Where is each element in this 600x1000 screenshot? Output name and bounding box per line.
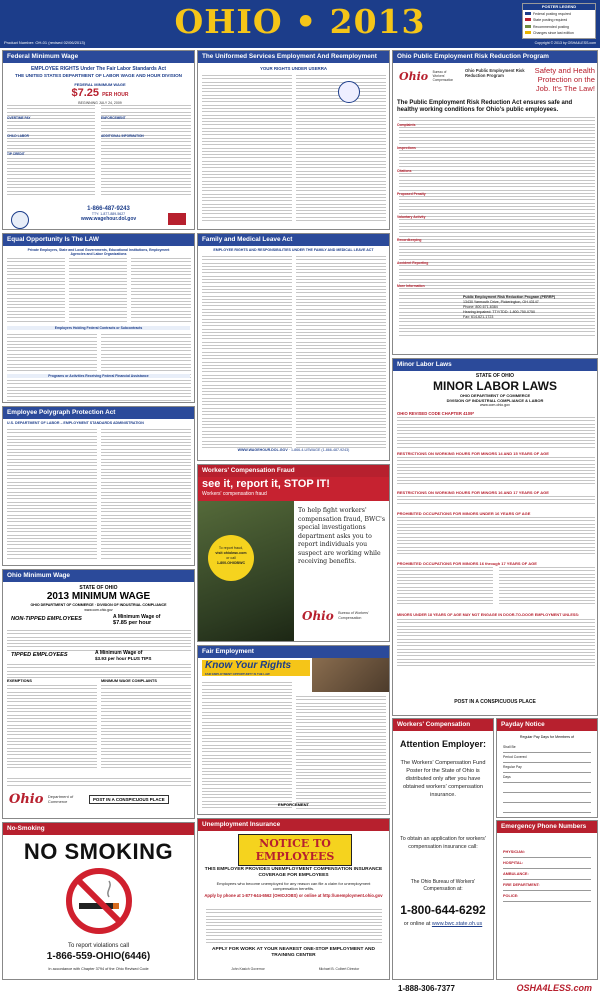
omw-heading: 2013 MINIMUM WAGE [46,591,151,602]
emergency-list [503,847,591,902]
wc-notice-panel [392,718,494,980]
omw-dept: OHIO DEPARTMENT OF COMMERCE · DIVISION OF INDUSTRIAL COMPLIANCE [30,603,167,607]
omw-post: POST IN A CONSPICUOUS PLACE [89,795,169,804]
non-tipped-label: NON-TIPPED EMPLOYEES [11,616,82,622]
panel-title: The Uniformed Services Employment And Reemployment Rights Act [198,51,389,63]
flsa-agency: THE UNITED STATES DEPARTMENT OF LABOR WAGE AND HOUR DIVISION [15,73,182,78]
omw-state: STATE OF OHIO [79,585,118,591]
minor-section: RESTRICTIONS ON WORKING HOURS FOR MINORS 14 AND 15 YEARS OF AGE [397,451,549,456]
no-smoking-report: To report violations call [67,943,130,949]
no-smoking-panel [2,822,195,980]
emergency-item: PHYSICIAN: [503,847,591,858]
tipped-sub: A Minimum Wage of [95,650,143,656]
fmla-panel [197,233,390,461]
legend-item: Changes since last edition [525,30,593,36]
fraud-banner [198,477,389,501]
fair-employment-panel [197,645,390,815]
emergency-item: POLICE: [503,891,591,902]
eeo-section-1: Private Employers, State and Local Governments, Educational Institutions, Employment Agencies and Labor Organizations [27,248,170,256]
seal-icon [338,81,360,103]
panel-title: Fair Employment [198,646,389,658]
wc-fraud-panel [197,464,390,642]
minor-section: PROHIBITED OCCUPATIONS FOR MINORS 16 through 17 YEARS OF AGE [397,561,537,566]
minor-labor-panel [392,358,598,716]
ui-body: Employees who become unemployed for any reason can file a claim for unemployment compensation benefits. [216,881,371,891]
perrp-contact: Public Employment Risk Reduction Program (PERRP) 13430 Yarmouth Drive, Pickerington, OH 43147 Phone: 800-671-6384 Hearing impaired: TTY/TDD: 1-800-750-0750 Fax: 614-621-1723 [463,295,556,319]
panel-title: Minor Labor Laws [393,359,597,371]
non-tipped-sub: A Minimum Wage of [113,614,161,620]
ui-covered: THIS EMPLOYER PROVIDES UNEMPLOYMENT COMPENSATION INSURANCE COVERAGE FOR EMPLOYEES [204,867,383,878]
flsa-section-headings: OVERTIME PAY CHILD LABOR TIP CREDIT [7,116,31,156]
know-rights-headline: Know Your Rights [205,660,292,671]
perrp-heading: Ohio Public Employment Risk Reduction Program [465,68,525,78]
fair-photo [312,658,390,692]
eeo-panel [2,233,195,403]
minor-section: RESTRICTIONS ON WORKING HOURS FOR MINORS 16 AND 17 YEARS OF AGE [397,490,549,495]
ui-signatures: John Kasich Governor Michael B. Colbert Director [231,967,360,971]
wc-heading: Attention Employer: [399,739,486,749]
panel-title: Payday Notice [497,719,597,731]
minor-dept: OHIO DEPARTMENT OF COMMERCE [459,393,531,398]
wc-web: or online at www.bwc.state.oh.us [403,921,483,927]
emergency-panel [496,820,598,980]
no-smoking-law: In accordance with Chapter 3794 of the Ohio Revised Code [48,967,149,971]
notice-box [238,834,352,866]
no-smoking-icon [65,867,133,935]
emergency-item: FIRE DEPARTMENT: [503,880,591,891]
whd-logo-icon [168,213,186,225]
panel-title: Federal Minimum Wage [3,51,194,63]
legend-item: State posting required [525,17,593,23]
minor-division: DIVISION OF INDUSTRIAL COMPLIANCE & LABOR [446,398,544,403]
userra-subtitle: YOUR RIGHTS UNDER USERRA [259,66,328,71]
emergency-item: AMBULANCE: [503,869,591,880]
wc-phone: 1-800-644-6292 [400,903,486,917]
rate-label: FEDERAL MINIMUM WAGE [74,82,126,87]
ohio-minimum-wage-panel [2,569,195,819]
perrp-section-headings: Complaints Inspections Citations Proposed Penalty Voluntary Activity Recordkeeping Accident Reporting More Information [397,123,429,288]
polygraph-subtitle: U.S. DEPARTMENT OF LABOR – EMPLOYMENT STANDARDS ADMINISTRATION [7,421,144,425]
payday-panel [496,718,598,818]
minor-section: MINORS UNDER 18 YEARS OF AGE MAY NOT ENGAGE IN DOOR-TO-DOOR EMPLOYMENT UNLESS: [397,613,580,617]
fraud-body: To help fight workers' compensation fraud, BWC's special investigations department asks you to report individuals you suspect are working while receiving benefits. [298,507,386,565]
panel-title: No-Smoking [3,823,194,835]
footer-brand: OSHA4LESS.com [516,983,592,993]
fraud-badge: To report fraud, visit ohiobwc.com or call 1-800-OHIOBWC [208,535,254,581]
userra-panel [197,50,390,230]
footer-phone: 1-888-306-7377 [398,984,455,993]
panel-title: Employee Polygraph Protection Act [3,407,194,419]
no-smoking-heading: NO SMOKING [23,839,174,864]
minor-section: OHIO REVISED CODE CHAPTER 4109* [397,411,475,416]
panel-title: Family and Medical Leave Act [198,234,389,246]
enforcement-title: ENFORCEMENT [278,802,309,807]
payday-fields: Shall Be Period Covered Regular Pay Days [503,743,591,813]
dol-seal-icon [11,211,29,229]
tipped-rate: $3.93 per hour PLUS TIPS [95,656,152,661]
ohio-perrp-panel [392,50,598,355]
panel-title: Ohio Public Employment Risk Reduction Program [393,51,597,63]
unemployment-panel [197,818,390,980]
eeo-section-3: Programs or Activities Receiving Federal Financial Assistance [7,374,190,378]
fraud-subline: Workers' compensation fraud [202,491,267,497]
ohio-commerce-logo: Ohio Department of Commerce [9,792,74,807]
fmla-contact: WWW.WAGEHOUR.DOL.GOV · 1-866-4-USWAGE (1-866-487-9243) [237,448,350,452]
wc-bureau: The Ohio Bureau of Workers' Compensation at: [410,879,476,892]
minor-web: www.com.ohio.gov [480,403,510,407]
minor-state: STATE OF OHIO [475,373,515,379]
panel-title: Workers' Compensation Fraud [198,465,389,477]
minor-post: POST IN A CONSPICUOUS PLACE [454,699,536,705]
know-rights-sub: FAIR EMPLOYMENT OPPORTUNITY IS THE LAW [205,672,270,676]
wc-body2: To obtain an application for workers' compensation insurance call: [400,836,486,850]
panel-title: Emergency Phone Numbers [497,821,597,833]
fmla-subtitle: EMPLOYEE RIGHTS AND RESPONSIBILITIES UNDER THE FAMILY AND MEDICAL LEAVE ACT [213,248,374,252]
poster-title: OHIO • 2013 [174,2,426,41]
rate-date: BEGINNING JULY 24, 2009 [78,101,122,105]
rate-value: $7.25 PER HOUR [71,87,129,99]
rate-box [53,82,147,105]
ohio-logo: Ohio Bureau of Workers' Compensation [399,69,454,83]
legend-item: Recommended posting [525,24,593,30]
fraud-headline: see it, report it, STOP IT! [202,478,330,490]
legend-item: Federal posting required [525,11,593,17]
exemptions-title: EXEMPTIONS [7,679,32,683]
no-smoking-phone: 1-866-559-OHIO(6446) [46,951,151,962]
minor-section: PROHIBITED OCCUPATIONS FOR MINORS UNDER 16 YEARS OF AGE [397,511,531,516]
perrp-lead: The Public Employment Risk Reduction Act ensures safe and healthy working conditions for Ohio's public employees. [397,100,573,113]
emergency-item: HOSPITAL: [503,858,591,869]
poster-legend [522,3,596,39]
panel-title: Ohio Minimum Wage [3,570,194,582]
polygraph-panel [2,406,195,566]
know-rights-banner [202,660,310,676]
product-number: Product Number: OH-01 (revised 02/06/2013) [4,40,85,45]
notice-heading: NOTICE TO EMPLOYEES [255,837,335,863]
tipped-label: TIPPED EMPLOYEES [11,652,68,658]
omw-web: www.com.ohio.gov [84,608,113,612]
poster-footer [392,982,598,998]
copyright: Copyright © 2013 by OSHA4LESS.com [534,41,596,45]
panel-title: Workers' Compensation [393,719,493,731]
federal-minimum-wage-panel [2,50,195,230]
payday-line1: Regular Pay Days for Members of [519,735,575,739]
panel-title: Unemployment Insurance [198,819,389,831]
panel-title: Equal Opportunity Is The LAW [3,234,194,246]
non-tipped-rate: $7.85 per hour [113,620,152,626]
perrp-tagline: Safety and Health Protection on the Job. It's The Law! [534,66,595,93]
ui-apply: Apply by phone at 1-877-644-6562 (OHIOJOBS) or online at http://unemployment.ohio.gov [204,893,383,898]
flsa-contact: 1-866-487-9243 TTY: 1-877-889-5627 www.wagehour.dol.gov [80,206,137,222]
wc-body: The Workers' Compensation Fund Poster for the State of Ohio is distributed only after you have obtained workers' compensation insurance. [400,760,486,798]
flsa-subtitle: EMPLOYEE RIGHTS Under The Fair Labor Standards Act [30,66,167,72]
eeo-section-2: Employers Holding Federal Contracts or Subcontracts [7,326,190,330]
complaints-title: MINIMUM WAGE COMPLAINTS [101,679,157,683]
minor-heading: MINOR LABOR LAWS [433,379,557,393]
poster-header [0,0,600,48]
ohio-bwc-logo: Ohio Bureau of Workers' Compensation [302,609,369,623]
ui-footer: APPLY FOR WORK AT YOUR NEAREST ONE-STOP EMPLOYMENT AND TRAINING CENTER [212,947,375,958]
legend-title: POSTER LEGEND [523,4,595,10]
flsa-section-headings-right: ENFORCEMENT ADDITIONAL INFORMATION [101,116,144,138]
